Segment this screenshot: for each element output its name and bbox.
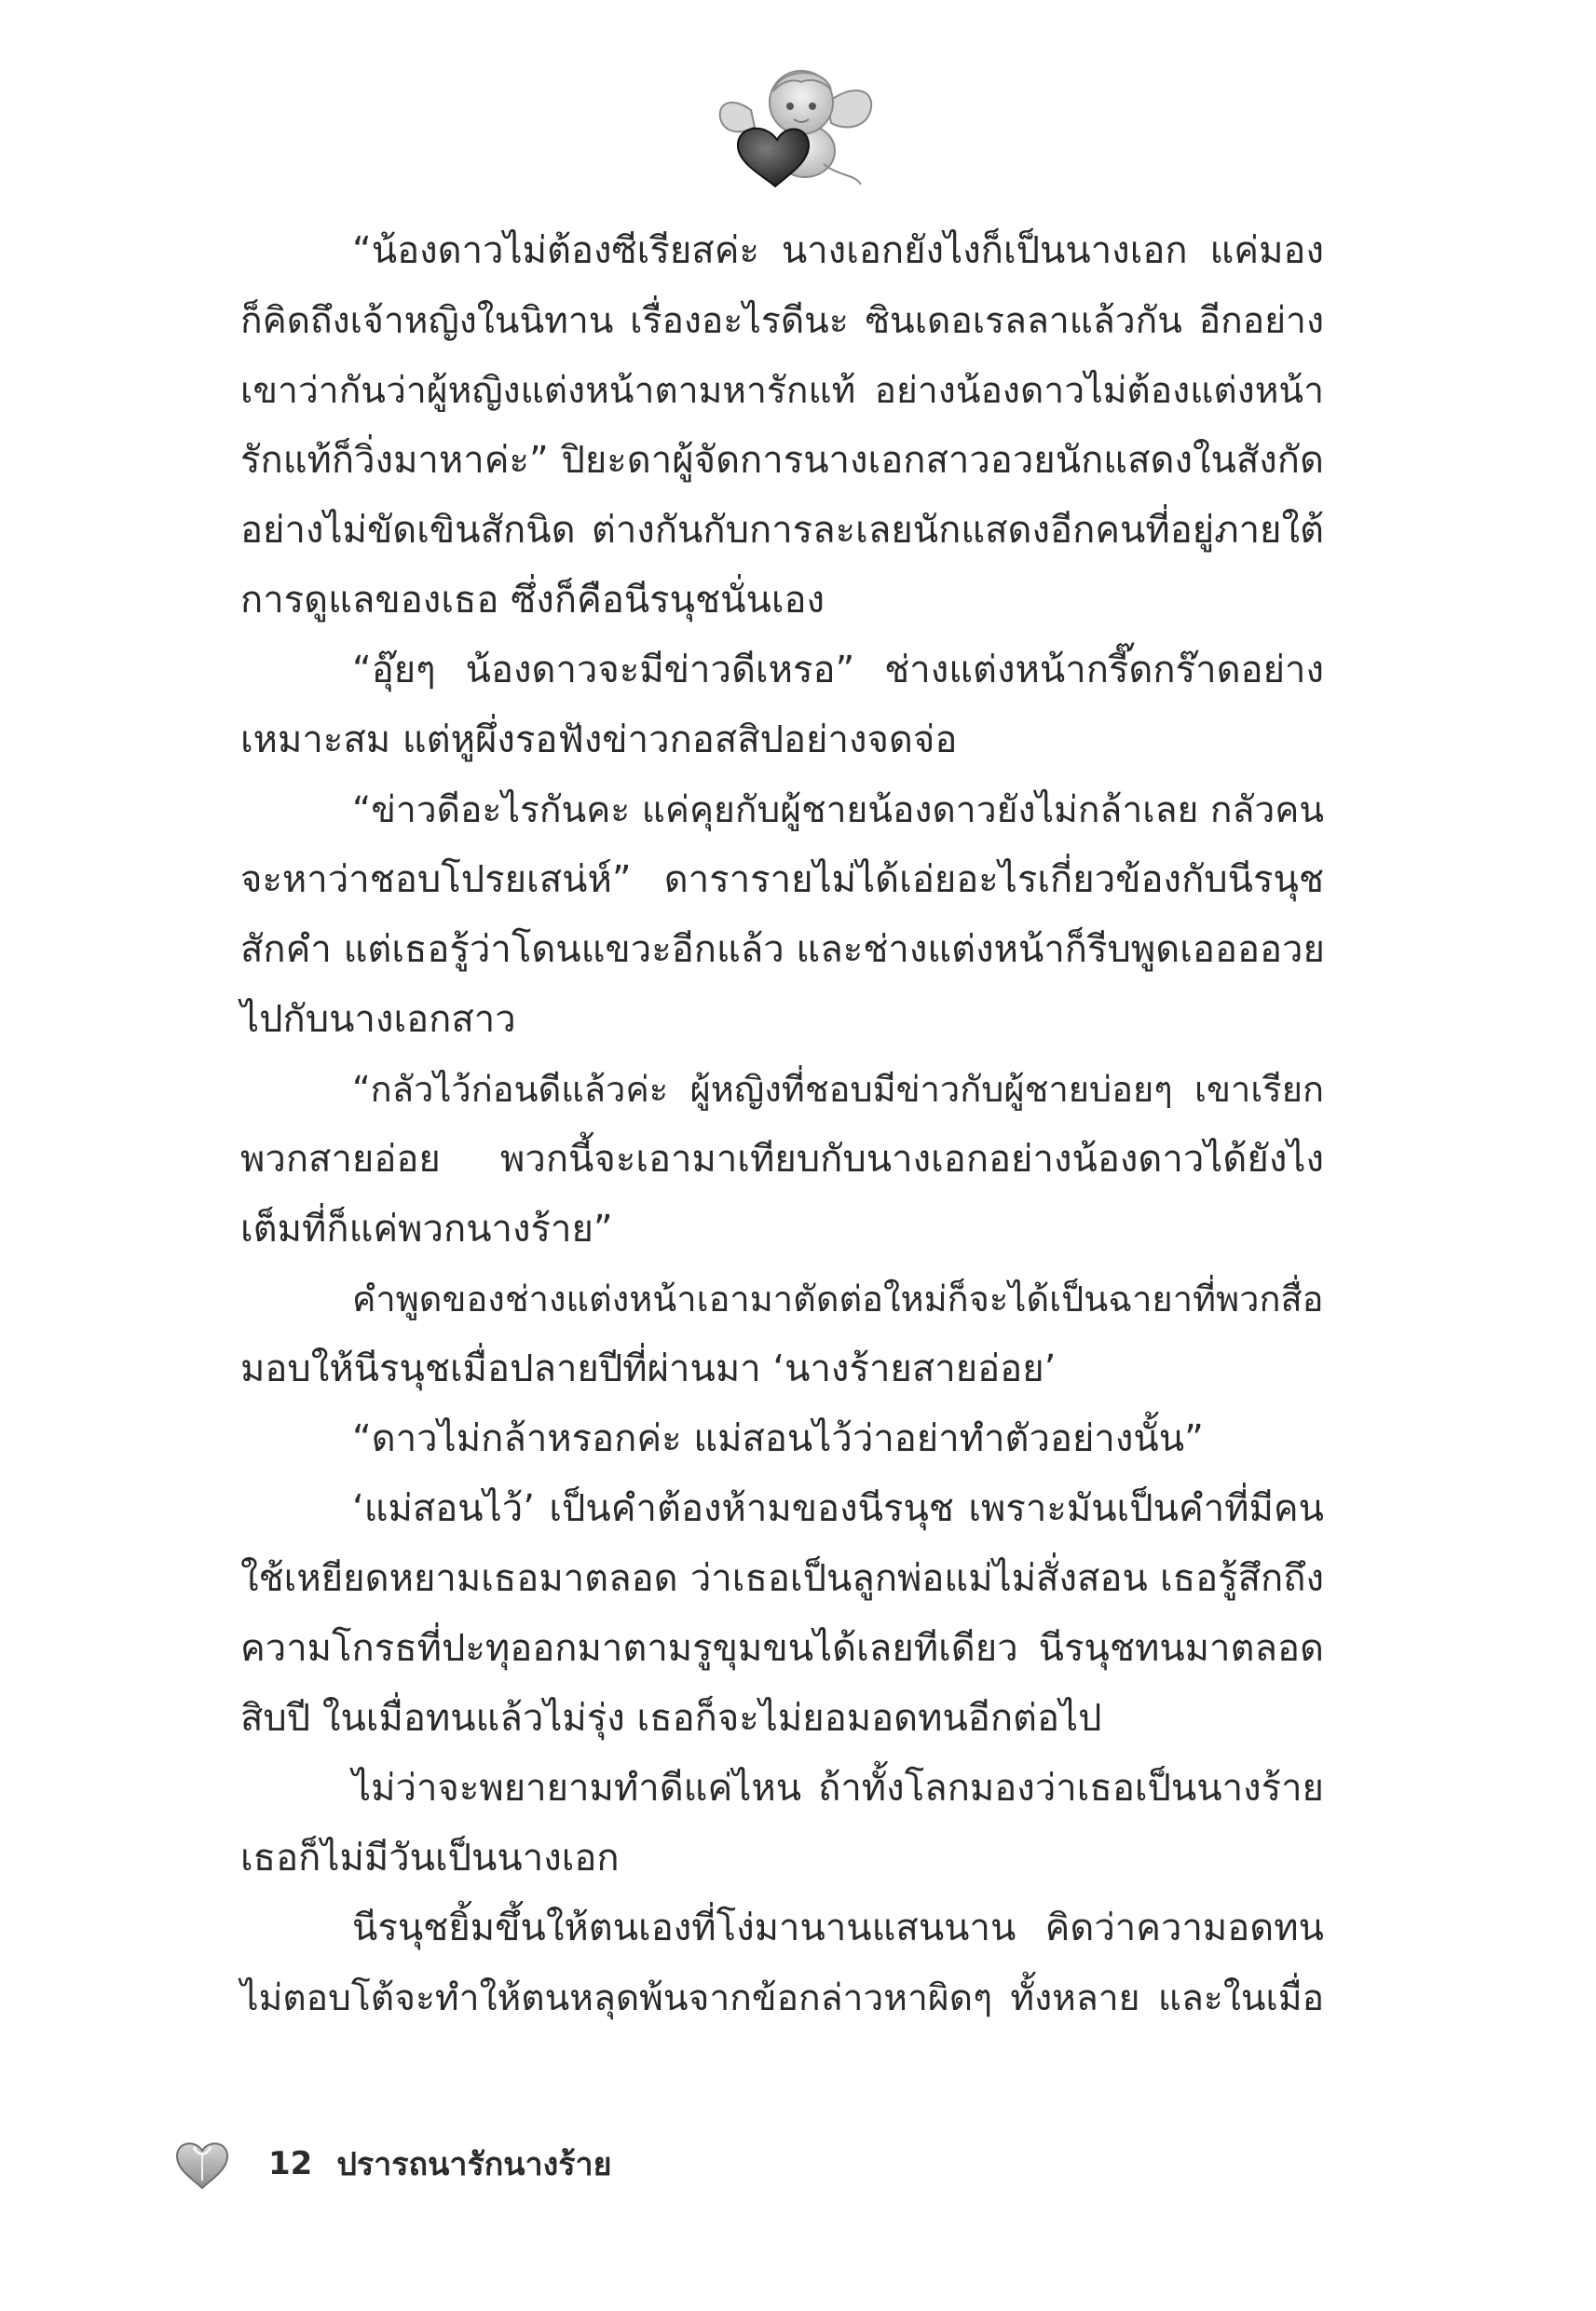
page-number: 12 [268, 2145, 313, 2182]
text-line: อย่างไม่ขัดเขินสักนิด ต่างกันกับการละเลยนักแสดงอีกคนที่อยู่ภายใต้ [240, 509, 1324, 552]
page-footer [173, 2131, 612, 2196]
cupid-heart-ornament-icon [704, 54, 891, 194]
text-line: เขาว่ากันว่าผู้หญิงแต่งหน้าตามหารักแท้ อย่างน้องดาวไม่ต้องแต่งหน้า [240, 370, 1324, 412]
heart-ribbon-icon [173, 2138, 231, 2190]
text-line: เหมาะสม แต่หูผึ่งรอฟังข่าวกอสสิปอย่างจดจ่อ [240, 718, 958, 761]
text-line: “กลัวไว้ก่อนดีแล้วค่ะ ผู้หญิงที่ชอบมีข่าวกับผู้ชายบ่อยๆ เขาเรียก [352, 1069, 1324, 1110]
text-line: มอบให้นีรนุชเมื่อปลายปีที่ผ่านมา ‘นางร้ายสายอ่อย’ [240, 1347, 1057, 1390]
text-line: ใช้เหยียดหยามเธอมาตลอด ว่าเธอเป็นลูกพ่อแม่ไม่สั่งสอน เธอรู้สึกถึง [240, 1557, 1324, 1600]
text-line: “ข่าวดีอะไรกันคะ แค่คุยกับผู้ชายน้องดาวยังไม่กล้าเลย กลัวคน [352, 789, 1324, 831]
text-line: รักแท้ก็วิ่งมาหาค่ะ” ปิยะดาผู้จัดการนางเอกสาวอวยนักแสดงในสังกัด [240, 439, 1324, 482]
text-line: ไปกับนางเอกสาว [240, 998, 516, 1041]
text-line: “อุ๊ยๆ น้องดาวจะมีข่าวดีเหรอ” ช่างแต่งหน้ากรี๊ดกร๊าดอย่าง [352, 649, 1324, 691]
text-line: ก็คิดถึงเจ้าหญิงในนิทาน เรื่องอะไรดีนะ ซินเดอเรลลาแล้วกัน อีกอย่าง [240, 300, 1324, 342]
body-text [240, 216, 1324, 2033]
text-line: นีรนุชยิ้มขึ้นให้ตนเองที่โง่มานานแสนนาน คิดว่าความอดทน [352, 1907, 1324, 1949]
text-line: ไม่ว่าจะพยายามทำดีแค่ไหน ถ้าทั้งโลกมองว่าเธอเป็นนางร้าย [352, 1767, 1324, 1810]
text-line: คำพูดของช่างแต่งหน้าเอามาตัดต่อใหม่ก็จะได้เป็นฉายาที่พวกสื่อ [352, 1279, 1324, 1320]
text-line: การดูแลของเธอ ซึ่งก็คือนีรนุชนั่นเอง [240, 579, 825, 622]
text-line: ความโกรธที่ปะทุออกมาตามรูขุมขนได้เลยทีเดียว นีรนุชทนมาตลอด [240, 1627, 1324, 1670]
text-line: เธอก็ไม่มีวันเป็นนางเอก [240, 1837, 620, 1880]
book-title: ปรารถนารักนางร้าย [336, 2146, 612, 2183]
text-line: ไม่ตอบโต้จะทำให้ตนหลุดพ้นจากข้อกล่าวหาผิดๆ ทั้งหลาย และในเมื่อ [240, 1977, 1324, 2019]
text-line: “น้องดาวไม่ต้องซีเรียสค่ะ นางเอกยังไงก็เป็นนางเอก แค่มอง [352, 229, 1324, 272]
text-line: พวกสายอ่อย พวกนี้จะเอามาเทียบกับนางเอกอย่างน้องดาวได้ยังไง [240, 1138, 1324, 1181]
text-line: สิบปี ในเมื่อทนแล้วไม่รุ่ง เธอก็จะไม่ยอมอดทนอีกต่อไป [240, 1697, 1102, 1740]
text-line: จะหาว่าชอบโปรยเสน่ห์” ดารารายไม่ได้เอ่ยอะไรเกี่ยวข้องกับนีรนุช [240, 858, 1324, 901]
text-line: ‘แม่สอนไว้’ เป็นคำต้องห้ามของนีรนุช เพราะมันเป็นคำที่มีคน [352, 1487, 1324, 1530]
text-line: “ดาวไม่กล้าหรอกค่ะ แม่สอนไว้ว่าอย่าทำตัวอย่างนั้น” [352, 1417, 1204, 1460]
text-line: สักคำ แต่เธอรู้ว่าโดนแขวะอีกแล้ว และช่างแต่งหน้าก็รีบพูดเออออวย [240, 928, 1325, 971]
text-line: เต็มที่ก็แค่พวกนางร้าย” [240, 1208, 613, 1251]
